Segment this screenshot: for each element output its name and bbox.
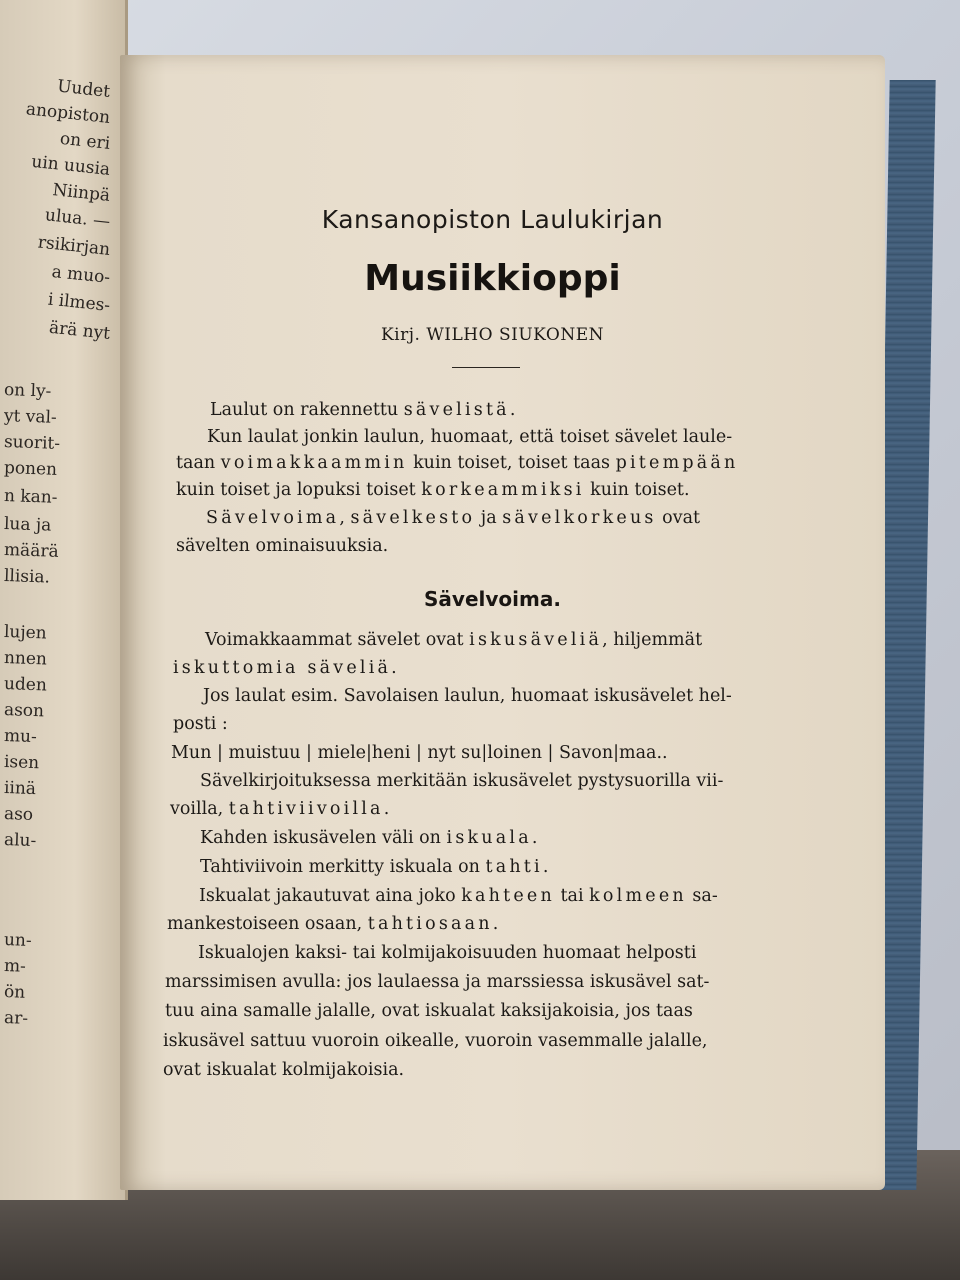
intro-line-3: taan voimakkaammin kuin toiset, toiset taas pitempään bbox=[176, 453, 739, 473]
left-page bbox=[0, 0, 128, 1200]
section-line-6: Sävelkirjoituksessa merkitään iskusävelet pystysuorilla vii- bbox=[200, 771, 724, 791]
page-title: Kansanopiston Laulukirjan bbox=[321, 205, 664, 234]
left-page-text-fragment: un- bbox=[3, 930, 32, 951]
left-page-text-fragment: Niinpä bbox=[51, 180, 112, 206]
section-line-11: mankestoiseen osaan, tahtiosaan. bbox=[167, 914, 499, 934]
section-line-5: Mun | muistuu | miele|heni | nyt su|loinen | Savon|maa.. bbox=[171, 743, 668, 763]
left-page-text-fragment: suorit- bbox=[3, 432, 61, 454]
page-heading: Musiikkioppi bbox=[364, 258, 621, 299]
intro-line-5: Sävelvoima, sävelkesto ja sävelkorkeus ovat bbox=[206, 508, 701, 528]
left-page-text-fragment: lujen bbox=[3, 622, 47, 644]
section-line-16: ovat iskualat kolmijakoisia. bbox=[163, 1060, 405, 1080]
left-page-text-fragment: aso bbox=[3, 804, 34, 826]
left-page-text-fragment: n kan- bbox=[3, 486, 58, 508]
section-line-13: marssimisen avulla: jos laulaessa ja marssiessa iskusävel sat- bbox=[165, 972, 710, 992]
left-page-text-fragment: määrä bbox=[3, 540, 59, 562]
left-page-text-fragment: mu- bbox=[3, 726, 38, 748]
left-page-text-fragment: m- bbox=[3, 956, 27, 977]
left-page-text-fragment: rsikirjan bbox=[36, 232, 112, 260]
left-page-text-fragment: alu- bbox=[3, 830, 37, 852]
section-line-14: tuu aina samalle jalalle, ovat iskualat kaksijakoisia, jos taas bbox=[165, 1001, 693, 1021]
section-line-3: Jos laulat esim. Savolaisen laulun, huomaat iskusävelet hel- bbox=[203, 686, 732, 706]
left-page-text-fragment: ön bbox=[3, 982, 26, 1003]
section-line-12: Iskualojen kaksi- tai kolmijakoisuuden huomaat helposti bbox=[198, 943, 697, 963]
left-page-text-fragment: uin uusia bbox=[30, 151, 112, 180]
author-line: Kirj. WILHO SIUKONEN bbox=[380, 325, 604, 345]
left-page-text-fragment: ar- bbox=[3, 1008, 29, 1029]
section-line-10: Iskualat jakautuvat aina joko kahteen tai kolmeen sa- bbox=[199, 886, 718, 906]
intro-line-6: sävelten ominaisuuksia. bbox=[176, 536, 389, 556]
section-line-8: Kahden iskusävelen väli on iskuala. bbox=[200, 828, 538, 848]
left-page-text-fragment: nnen bbox=[3, 648, 48, 670]
left-page-text-fragment: iinä bbox=[3, 778, 37, 800]
section-line-4: posti : bbox=[173, 714, 228, 734]
left-page-text-fragment: on eri bbox=[59, 128, 112, 154]
left-page-text-fragment: anopiston bbox=[25, 99, 112, 128]
left-page-text-fragment: i ilmes- bbox=[46, 289, 112, 316]
section-line-15: iskusävel sattuu vuoroin oikealle, vuoroin vasemmalle jalalle, bbox=[163, 1031, 708, 1051]
left-page-text-fragment: uden bbox=[3, 674, 48, 696]
section-heading: Sävelvoima. bbox=[424, 587, 561, 611]
left-page-text-fragment: llisia. bbox=[3, 566, 51, 588]
intro-line-4: kuin toiset ja lopuksi toiset korkeammiksi kuin toiset. bbox=[176, 480, 690, 500]
section-line-2: iskuttomia säveliä. bbox=[173, 658, 397, 678]
left-page-text-fragment: ason bbox=[3, 700, 45, 722]
left-page-text-fragment: on ly- bbox=[3, 380, 52, 402]
intro-line-2: Kun laulat jonkin laulun, huomaat, että toiset sävelet laule- bbox=[207, 427, 733, 447]
divider-rule bbox=[452, 367, 520, 368]
left-page-text-fragment: ponen bbox=[3, 458, 58, 480]
section-line-7: voilla, tahtiviivoilla. bbox=[170, 799, 390, 819]
left-page-text-fragment: ulua. — bbox=[44, 205, 112, 232]
intro-line-1: Laulut on rakennettu sävelistä. bbox=[210, 400, 516, 420]
left-page-text-fragment: ärä nyt bbox=[48, 317, 112, 344]
left-page-text-fragment: yt val- bbox=[3, 406, 58, 428]
section-line-1: Voimakkaammat sävelet ovat iskusäveliä, hiljemmät bbox=[205, 630, 703, 650]
section-line-9: Tahtiviivoin merkitty iskuala on tahti. bbox=[200, 857, 549, 877]
left-page-text-fragment: Uudet bbox=[56, 76, 112, 102]
left-page-text-fragment: isen bbox=[3, 752, 40, 774]
left-page-text-fragment: lua ja bbox=[3, 514, 52, 536]
left-page-text-fragment: a muo- bbox=[50, 261, 112, 288]
